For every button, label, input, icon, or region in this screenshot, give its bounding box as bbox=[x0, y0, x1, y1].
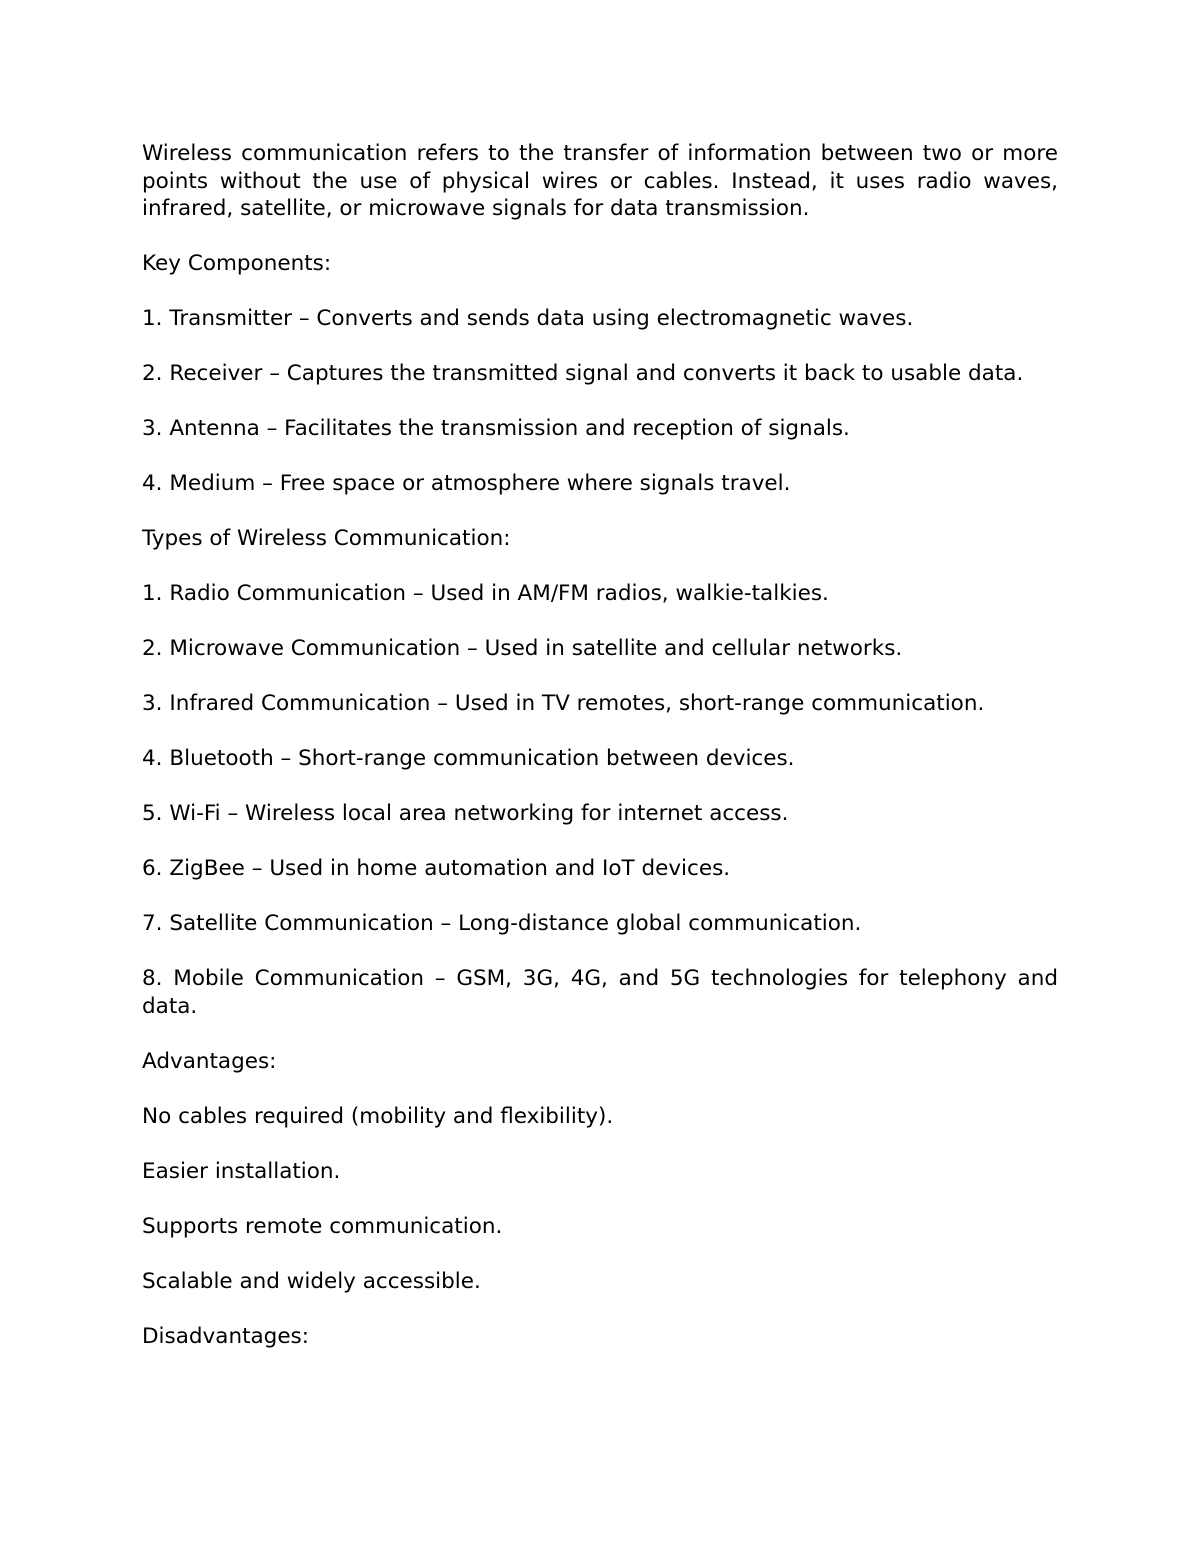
type-item: 8. Mobile Communication – GSM, 3G, 4G, and 5G technologies for telephony and data. bbox=[142, 966, 1058, 1019]
advantage-item: No cables required (mobility and flexibility). bbox=[142, 1103, 614, 1129]
key-components-heading: Key Components: bbox=[142, 251, 332, 276]
type-item: 1. Radio Communication – Used in AM/FM radios, walkie-talkies. bbox=[142, 581, 829, 606]
intro-paragraph: Wireless communication refers to the transfer of information between two or more points without the use of physical wires or cables. Instead, it uses radio waves, infrared, satellite, or microwave signals for data transmission. bbox=[142, 141, 1058, 221]
type-item: 6. ZigBee – Used in home automation and IoT devices. bbox=[142, 856, 731, 881]
types-heading: Types of Wireless Communication: bbox=[142, 526, 511, 551]
type-item: 2. Microwave Communication – Used in satellite and cellular networks. bbox=[142, 636, 903, 661]
type-item: 3. Infrared Communication – Used in TV remotes, short-range communication. bbox=[142, 691, 985, 716]
key-component-item: 1. Transmitter – Converts and sends data using electromagnetic waves. bbox=[142, 306, 914, 331]
key-component-item: 3. Antenna – Facilitates the transmission and reception of signals. bbox=[142, 416, 850, 441]
advantages-heading: Advantages: bbox=[142, 1048, 277, 1074]
type-item: 7. Satellite Communication – Long-distance global communication. bbox=[142, 911, 862, 936]
key-component-item: 4. Medium – Free space or atmosphere where signals travel. bbox=[142, 471, 791, 496]
disadvantages-heading: Disadvantages: bbox=[142, 1323, 310, 1349]
key-component-item: 2. Receiver – Captures the transmitted signal and converts it back to usable data. bbox=[142, 361, 1024, 386]
type-item: 5. Wi-Fi – Wireless local area networking for internet access. bbox=[142, 801, 789, 826]
advantage-item: Easier installation. bbox=[142, 1158, 341, 1184]
document-body bbox=[142, 140, 1058, 1350]
advantage-item: Scalable and widely accessible. bbox=[142, 1268, 481, 1294]
advantage-item: Supports remote communication. bbox=[142, 1213, 503, 1239]
type-item: 4. Bluetooth – Short-range communication between devices. bbox=[142, 746, 795, 771]
